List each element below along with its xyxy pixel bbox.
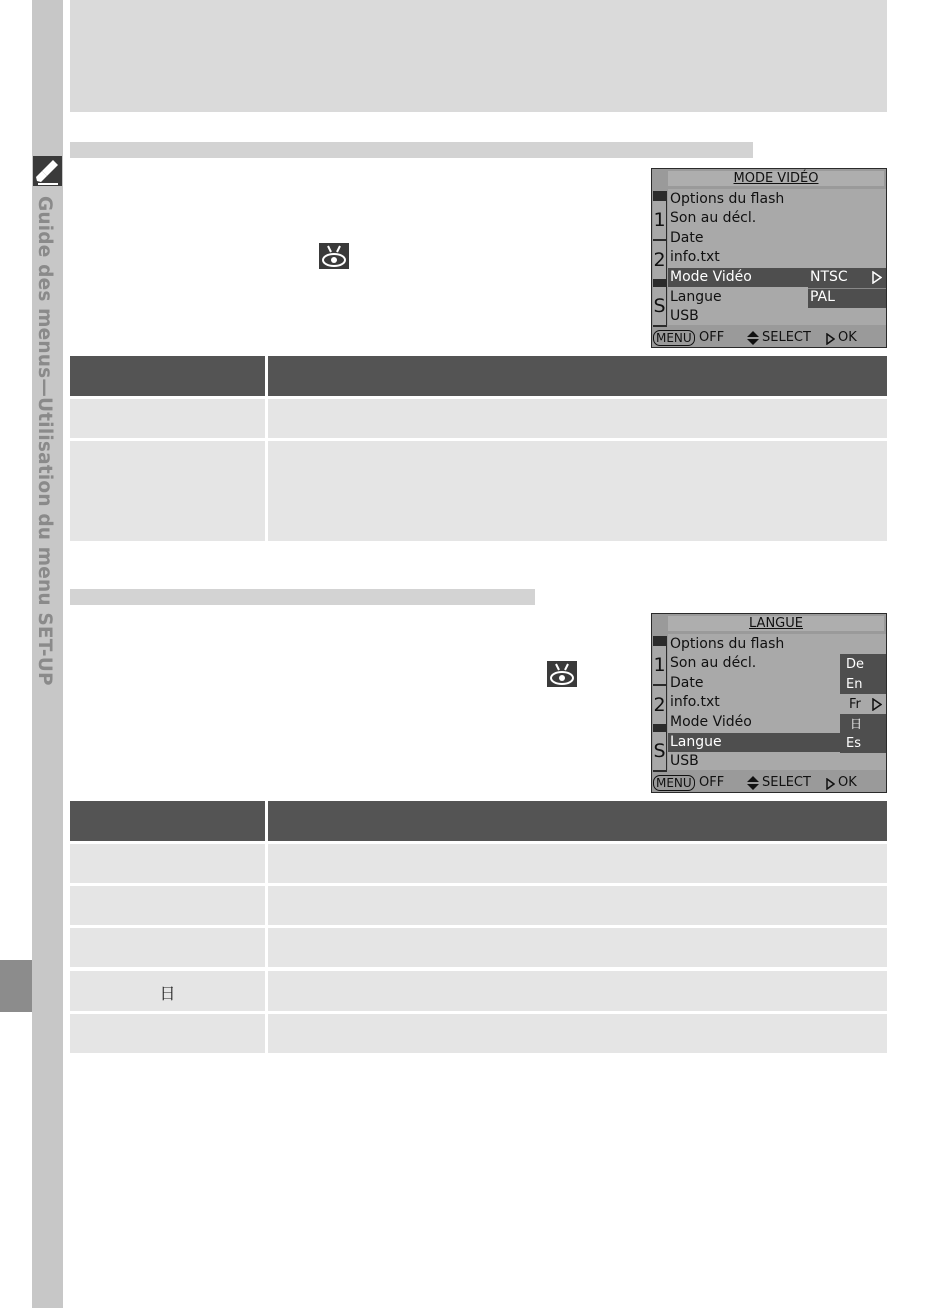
video-options-panel <box>808 268 886 308</box>
screen-tab-strip <box>653 191 667 327</box>
table-row <box>70 971 887 1011</box>
screen-title: MODE VIDÉO <box>668 171 884 186</box>
up-down-arrow-icon <box>747 776 759 796</box>
menu-item-language[interactable]: Langue <box>670 734 722 750</box>
right-arrow-icon <box>826 777 835 796</box>
footer-select: SELECT <box>762 330 811 345</box>
tab-1: 1 <box>653 646 666 684</box>
wrench-icon <box>33 156 62 186</box>
option-fr[interactable]: Fr <box>849 697 861 712</box>
camera-screen-video-mode <box>651 168 887 348</box>
menu-item-sound[interactable]: Son au décl. <box>670 655 757 671</box>
section-heading-bar-video <box>70 142 753 158</box>
camera-screen-language <box>651 613 887 793</box>
menu-list <box>668 189 886 325</box>
menu-item-usb[interactable]: USB <box>670 308 699 324</box>
footer-ok: OK <box>838 330 857 345</box>
page-header-block <box>70 0 887 112</box>
menu-item-info[interactable]: info.txt <box>670 694 720 710</box>
table-row <box>70 928 887 967</box>
section-heading-bar-language <box>70 589 535 605</box>
video-table-header <box>70 356 887 396</box>
table-row <box>70 844 887 883</box>
table-row <box>70 441 887 541</box>
screen-footer <box>652 773 886 792</box>
language-options-panel <box>840 654 886 753</box>
menu-item-info[interactable]: info.txt <box>670 249 720 265</box>
right-arrow-icon <box>872 698 882 715</box>
option-es[interactable]: Es <box>846 736 861 751</box>
tab-s: S <box>653 287 666 325</box>
option-en[interactable]: En <box>846 677 863 692</box>
footer-ok: OK <box>838 775 857 790</box>
option-de[interactable]: De <box>846 657 865 672</box>
menu-list <box>668 634 886 770</box>
screen-title: LANGUE <box>668 616 884 631</box>
footer-off: OFF <box>699 775 725 790</box>
option-pal[interactable]: PAL <box>810 289 835 305</box>
menu-item-flash[interactable]: Options du flash <box>670 636 785 652</box>
option-ntsc[interactable]: NTSC <box>810 269 848 285</box>
japanese-language-cell: 日 <box>159 984 176 1003</box>
menu-item-video-mode[interactable]: Mode Vidéo <box>670 269 752 285</box>
eye-reference-icon <box>547 661 577 687</box>
footer-select: SELECT <box>762 775 811 790</box>
screen-footer <box>652 328 886 347</box>
menu-item-date[interactable]: Date <box>670 675 704 691</box>
right-arrow-icon <box>826 332 835 351</box>
tab-s: S <box>653 732 666 770</box>
tab-1: 1 <box>653 201 666 239</box>
menu-item-sound[interactable]: Son au décl. <box>670 210 757 226</box>
table-row <box>70 1014 887 1053</box>
section-side-title: Guide des menus—Utilisation du menu SET-UP <box>34 196 55 686</box>
page-edge-marker <box>0 960 32 1012</box>
footer-off: OFF <box>699 330 725 345</box>
menu-item-usb[interactable]: USB <box>670 753 699 769</box>
option-ja[interactable]: 日 <box>850 717 863 731</box>
eye-reference-icon <box>319 243 349 269</box>
menu-item-video-mode[interactable]: Mode Vidéo <box>670 714 752 730</box>
menu-item-flash[interactable]: Options du flash <box>670 191 785 207</box>
screen-tab-strip <box>653 636 667 772</box>
table-row <box>70 399 887 438</box>
tab-2: 2 <box>653 241 666 279</box>
up-down-arrow-icon <box>747 331 759 351</box>
table-row <box>70 886 887 925</box>
menu-item-date[interactable]: Date <box>670 230 704 246</box>
tab-2: 2 <box>653 686 666 724</box>
right-arrow-icon <box>872 271 882 288</box>
menu-badge: MENU <box>653 330 695 346</box>
menu-badge: MENU <box>653 775 695 791</box>
language-table-header <box>70 801 887 841</box>
menu-item-language[interactable]: Langue <box>670 289 722 305</box>
